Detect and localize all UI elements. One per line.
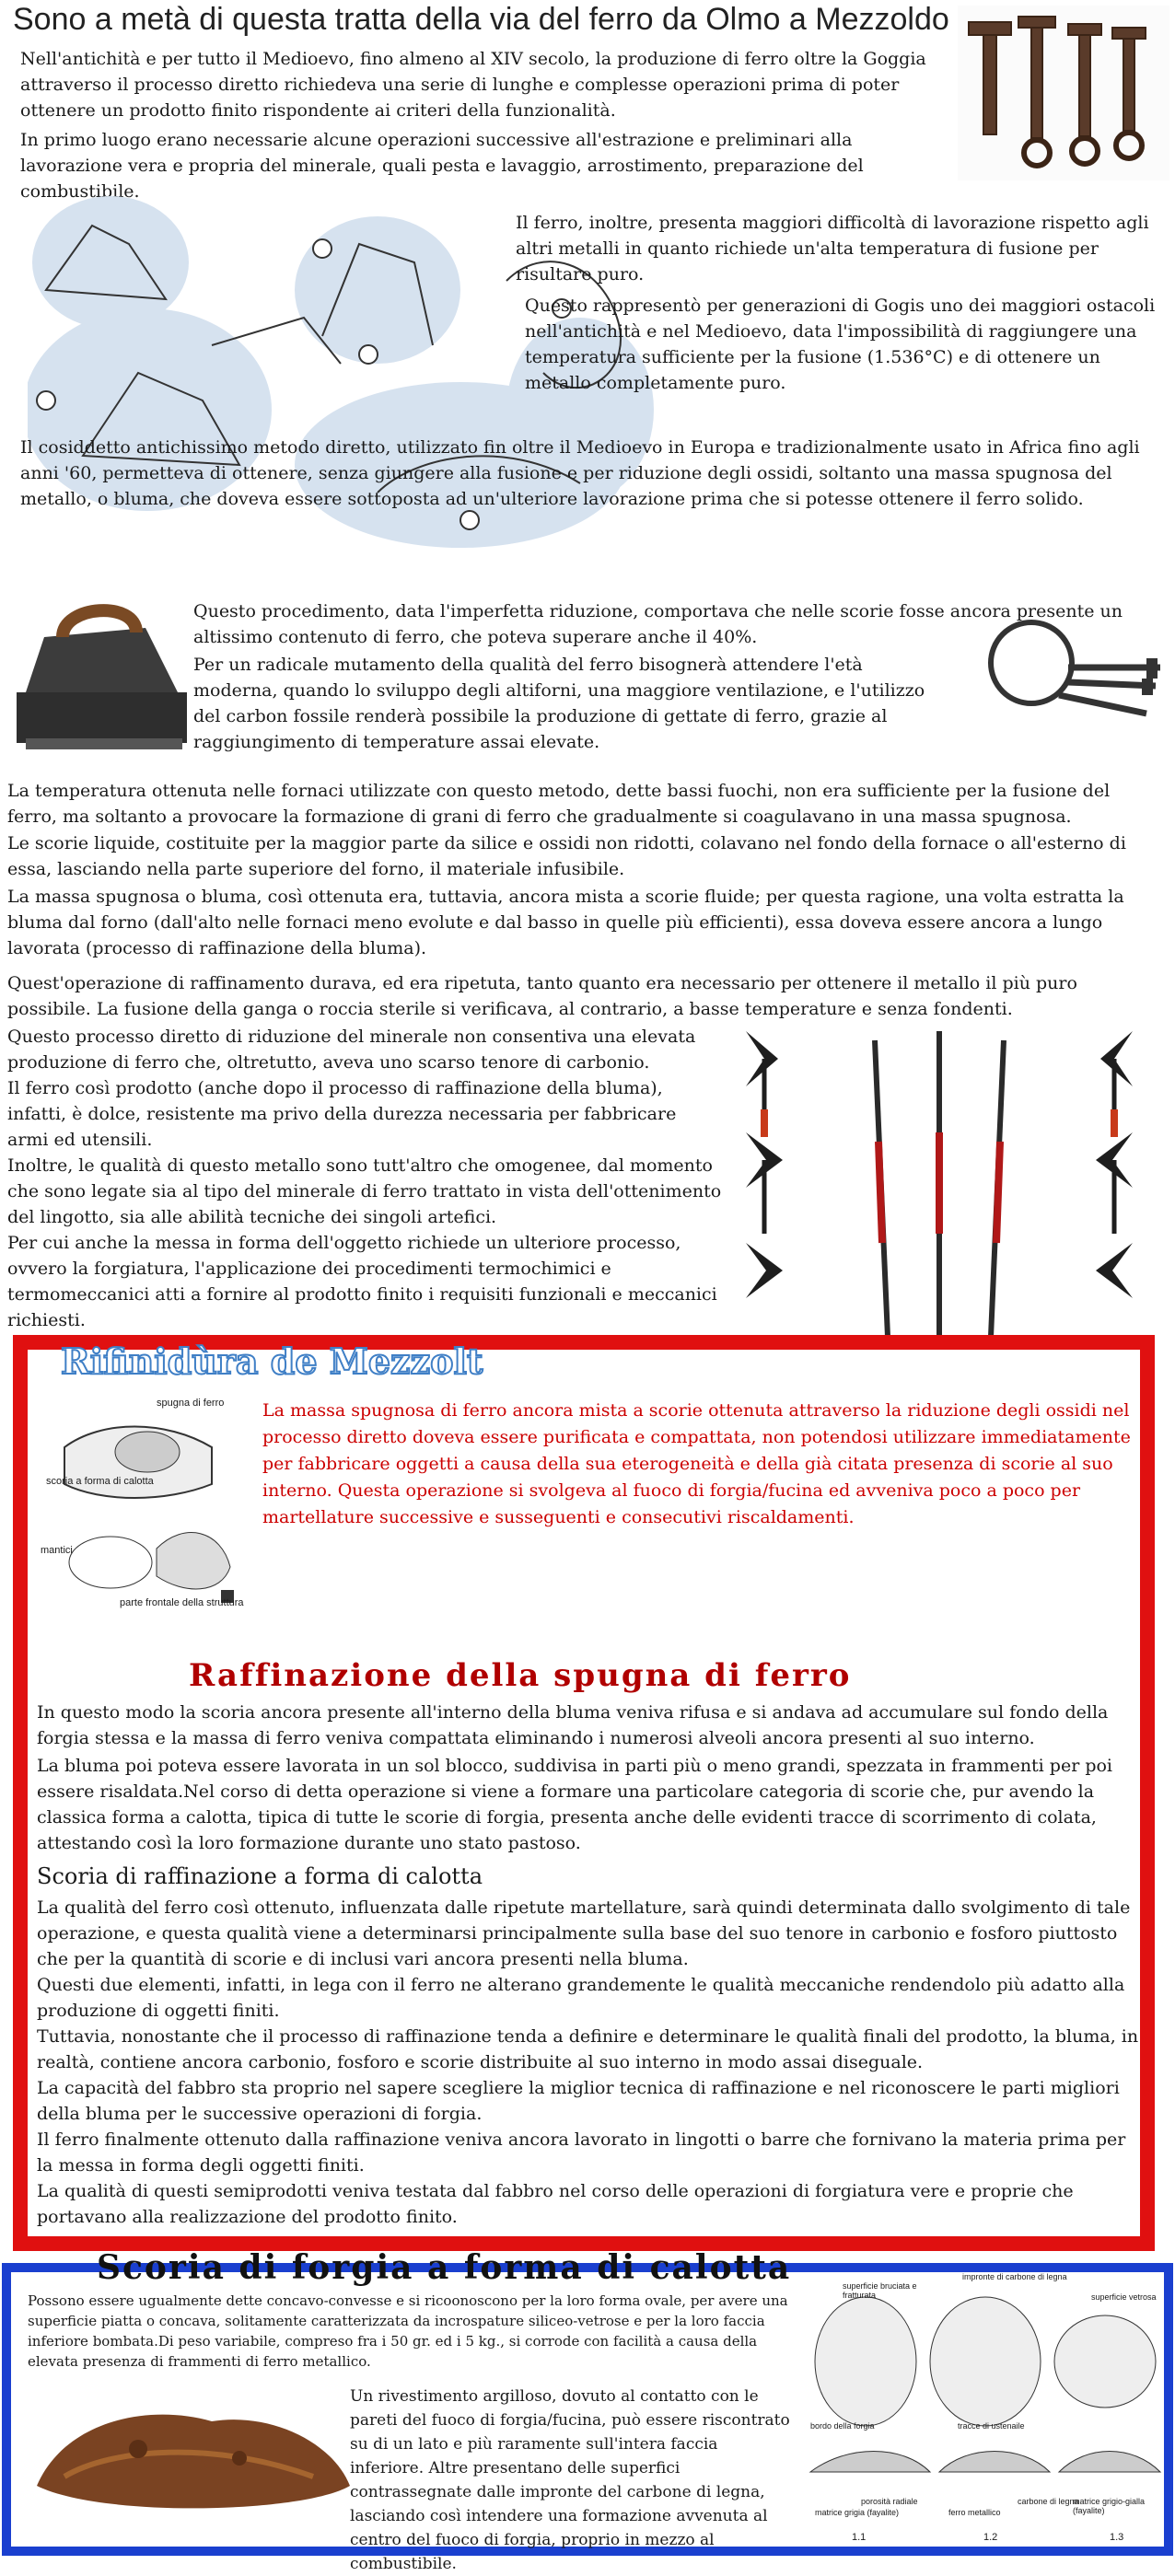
red-box-paragraph-3: La qualità del ferro così ottenuto, influenzata dalle ripetute martellature, sarà quindi determinata dallo svolgimento di tale operazione, e questa qualità viene a determinarsi principalmente sulla base del suo tenore in carbonio e fosforo piuttosto che per la quantità di scorie e di inclusi vari ancora presenti nella bluma. [37, 1897, 1131, 1969]
page-title: Sono a metà di questa tratta della via del ferro da Olmo a Mezzoldo [13, 2, 949, 37]
slag-label-8: ferro metallico [948, 2508, 1001, 2517]
red-box-heading: Rifinidùra de Mezzolt [61, 1340, 483, 1382]
slag-label-2: impronte di carbone di legna [962, 2272, 1067, 2281]
red-box-subheading: Raffinazione della spugna di ferro [189, 1657, 852, 1694]
slag-fig-1-3: 1.3 [1110, 2532, 1124, 2543]
intro-paragraph-2: In primo luogo erano necessarie alcune operazioni successive all'estrazione e preliminari alla lavorazione vera e propria del minerale, quali pesta e lavaggio, arrostimento, preparazione del combustibile. [20, 130, 864, 202]
slag-label-3: superficie vetrosa [1091, 2292, 1157, 2302]
blue-box-heading: Scoria di forgia a forma di calotta [97, 2248, 792, 2287]
body-paragraph-5: Questo processo diretto di riduzione del minerale non consentiva una elevata produzione di ferro che, oltretutto, aveva uno scarso tenore di carbonio. [7, 1027, 696, 1073]
body-paragraph-8: Per cui anche la messa in forma dell'oggetto richiede un ulteriore processo, ovvero la forgiatura, l'applicazione dei procedimenti termochimici e termomeccanici atti a fornire al prodotto finito i requisiti funzionali e meccanici richiesti. [7, 1233, 717, 1330]
red-box-paragraph-8: La qualità di questi semiprodotti veniva testata dal fabbro nel corso delle operazioni di forgiatura vere e proprie che portavano alla realizzazione del prodotto finito. [37, 2181, 1074, 2227]
slag-label-10: matrice grigio-gialla (fayalite) [1073, 2497, 1146, 2515]
bloomery-diagram [37, 1392, 258, 1613]
intro-paragraph-4: Questo rappresentò per generazioni di Gogis uno dei maggiori ostacoli nell'antichità e nel Medioevo, data l'impossibilità di raggiungere una temperatura sufficiente per la fusione (1.536°C) e di ottenere un metallo completamente puro. [525, 296, 1156, 393]
slag-label-7: matrice grigia (fayalite) [815, 2508, 900, 2517]
diagram-label-spugna: spugna di ferro [157, 1398, 225, 1409]
slag-fig-1-2: 1.2 [983, 2532, 998, 2543]
slag-label-5: tracce di ustenaile [958, 2421, 1025, 2431]
body-paragraph-6: Il ferro così prodotto (anche dopo il processo di raffinazione della bluma), infatti, è dolce, resistente ma privo della durezza necessaria per fabbricare armi ed utensili. [7, 1078, 677, 1150]
slag-label-9: carbone di legna [1018, 2497, 1079, 2506]
intro-paragraph-7: Per un radicale mutamento della qualità del ferro bisognerà attendere l'età moderna, quando lo sviluppo degli altiforni, una maggiore ventilazione, e l'utilizzo del carbon fossile renderà possibile la produzione di gettate di ferro, grazie al raggiungimento di temperature assai elevate. [193, 655, 925, 752]
red-box-paragraph-7: Il ferro finalmente ottenuto dalla raffinazione veniva ancora lavorato in lingotti o barre che fornivano la materia prima per la messa in forma degli oggetti finiti. [37, 2129, 1126, 2176]
red-box-paragraph-2: La bluma poi poteva essere lavorata in un sol blocco, suddivisa in parti più o meno grandi, spezzata in frammenti per poi essere risaldata.Nel corso di detta operazione si viene a formare una particolare categoria di scorie che, pur avendo la classica forma a calotta, tipica di tutte le scorie di forgia, presenta anche delle evidenti tracce di scorrimento di colata, attestando così la loro formazione durante uno stato pastoso. [37, 1756, 1113, 1853]
blue-box-text-bottom: Un rivestimento argilloso, dovuto al contatto con le pareti del fuoco di forgia/fucina, può essere riscontrato su di un lato e più raramente sull'intera faccia inferiore. Altre presentano delle superfici contrassegnate dalle impronte del carbone di legna, lasciando così intendere una formazione avvenuta al centro del fuoco di forgia, proprio in mezzo al combustibile. [350, 2387, 790, 2573]
red-box-paragraph-4: Questi due elementi, infatti, in lega con il ferro ne alterano grandemente le qualità meccaniche rendendolo più adatto alla produzione di oggetti finiti. [37, 1975, 1125, 2021]
red-box-paragraph-6: La capacità del fabbro sta proprio nel sapere scegliere la miglior tecnica di raffinazione e nel riconoscere le parti migliori della bluma per le successive operazioni di forgia. [37, 2078, 1120, 2124]
slag-photo [28, 2385, 359, 2523]
intro-paragraph-6: Questo procedimento, data l'imperfetta riduzione, comportava che nelle scorie fosse ancora presente un altissimo contenuto di ferro, che poteva superare anche il 40%. [193, 601, 1123, 647]
intro-paragraph-5: Il cosiddetto antichissimo metodo diretto, utilizzato fin oltre il Medioevo in Europa e tradizionalmente usato in Africa fino agli anni '60, permetteva di ottenere, senza giungere alla fusione e per riduzione degli ossidi, soltanto una massa spugnosa del metallo, o bluma, che doveva essere sottoposta ad un'ulteriore lavorazione prima che si potesse ottenere il ferro solido. [20, 437, 1140, 509]
slag-label-4: bordo della forgia [810, 2421, 875, 2431]
intro-paragraph-1: Nell'antichità e per tutto il Medioevo, fino almeno al XIV secolo, la produzione di ferro oltre la Goggia attraverso il processo diretto richiedeva una serie di lunghe e complesse operazioni prima di poter ottenere un prodotto finito rispondente ai criteri della funzionalità. [20, 49, 926, 121]
body-paragraph-3: La massa spugnosa o bluma, così ottenuta era, tuttavia, ancora mista a scorie fluide; per questa ragione, una volta estratta la bluma dal forno (dall'alto nelle fornaci meno evolute e dal basso in quelle più efficienti), essa doveva essere ancora a lungo lavorata (processo di raffinazione della bluma). [7, 887, 1124, 958]
red-box-paragraph-5: Tuttavia, nonostante che il processo di raffinazione tenda a definire e determinare le qualità finali del prodotto, la bluma, in realtà, contiene ancora carbonio, fosforo e scorie distribuite al suo interno in modo assai diseguale. [37, 2026, 1139, 2072]
old-iron-image [7, 600, 192, 761]
blue-box-text-top: Possono essere ugualmente dette concavo-convesse e si ricoonoscono per la loro forma ovale, per avere una superficie piatta o concava, solitamente caratterizzata da incrospature siliceo-vetrose e per la loro faccia inferiore bombata.Di peso variabile, compreso fra i 50 gr. ed i 5 kg., si corrode con facilità a causa della elevata presenza di frammenti di ferro metallico. [28, 2292, 788, 2370]
diagram-label-mantici: mantici [41, 1545, 73, 1556]
intro-paragraph-3: Il ferro, inoltre, presenta maggiori difficoltà di lavorazione rispetto agli altri metalli in quanto richiede un'alta temperatura di fusione per risultare puro. [516, 213, 1149, 284]
body-paragraph-2: Le scorie liquide, costituite per la maggior parte da silice e ossidi non ridotti, colavano nel fondo della fornace o all'esterno di essa, lasciando nella parte superiore del forno, il materiale infusibile. [7, 833, 1126, 879]
body-paragraph-1: La temperatura ottenuta nelle fornaci utilizzate con questo metodo, dette bassi fuochi, non era sufficiente per la fusione del ferro, ma soltanto a provocare la formazione di grani di ferro che gradualmente si coagulavano in una massa spugnosa. [7, 781, 1111, 827]
slag-fig-1-1: 1.1 [852, 2532, 867, 2543]
diagram-label-parte-frontale: parte frontale della struttura [120, 1597, 244, 1608]
slag-label-1: superficie bruciata e fratturata [843, 2281, 917, 2300]
red-box-paragraph-1: In questo modo la scoria ancora presente all'interno della bluma veniva rifusa e si andava ad accumulare sul fondo della forgia stessa e la massa di ferro veniva compattata eliminando i numerosi alveoli ancora presenti al suo interno. [37, 1702, 1109, 1748]
red-box-intro: La massa spugnosa di ferro ancora mista a scorie ottenuta attraverso la riduzione degli ossidi nel processo diretto doveva essere purificata e compattata, non potendosi utilizzare immediatamente per fabbricare oggetti a causa della sua eterogeneità e della già citata presenza di scorie al suo interno. Questa operazione si svolgeva al fuoco di forgia/fucina ed avveniva poco a poco per martellature successive e susseguenti e consecutivi riscaldamenti. [262, 1400, 1131, 1527]
keys-ring-image [967, 603, 1169, 741]
wrench-tools-image [958, 6, 1169, 180]
red-box-section2-title: Scoria di raffinazione a forma di calotta [37, 1863, 483, 1889]
slag-label-6: porosità radiale [861, 2497, 918, 2506]
body-paragraph-7: Inoltre, le qualità di questo metallo sono tutt'altro che omogenee, dal momento che sono legate sia al tipo del minerale di ferro trattato in vista dell'ottenimento del lingotto, sia alle abilità tecniche dei singoli artefici. [7, 1155, 722, 1227]
diagram-label-calotta: scoria a forma di calotta [46, 1476, 154, 1487]
body-paragraph-4: Quest'operazione di raffinamento durava, ed era ripetuta, tanto quanto era necessario per ottenere il metallo il più puro possibile. La fusione della ganga o roccia sterile si verificava, al contrario, a basse temperature e senza fondenti. [7, 973, 1077, 1019]
